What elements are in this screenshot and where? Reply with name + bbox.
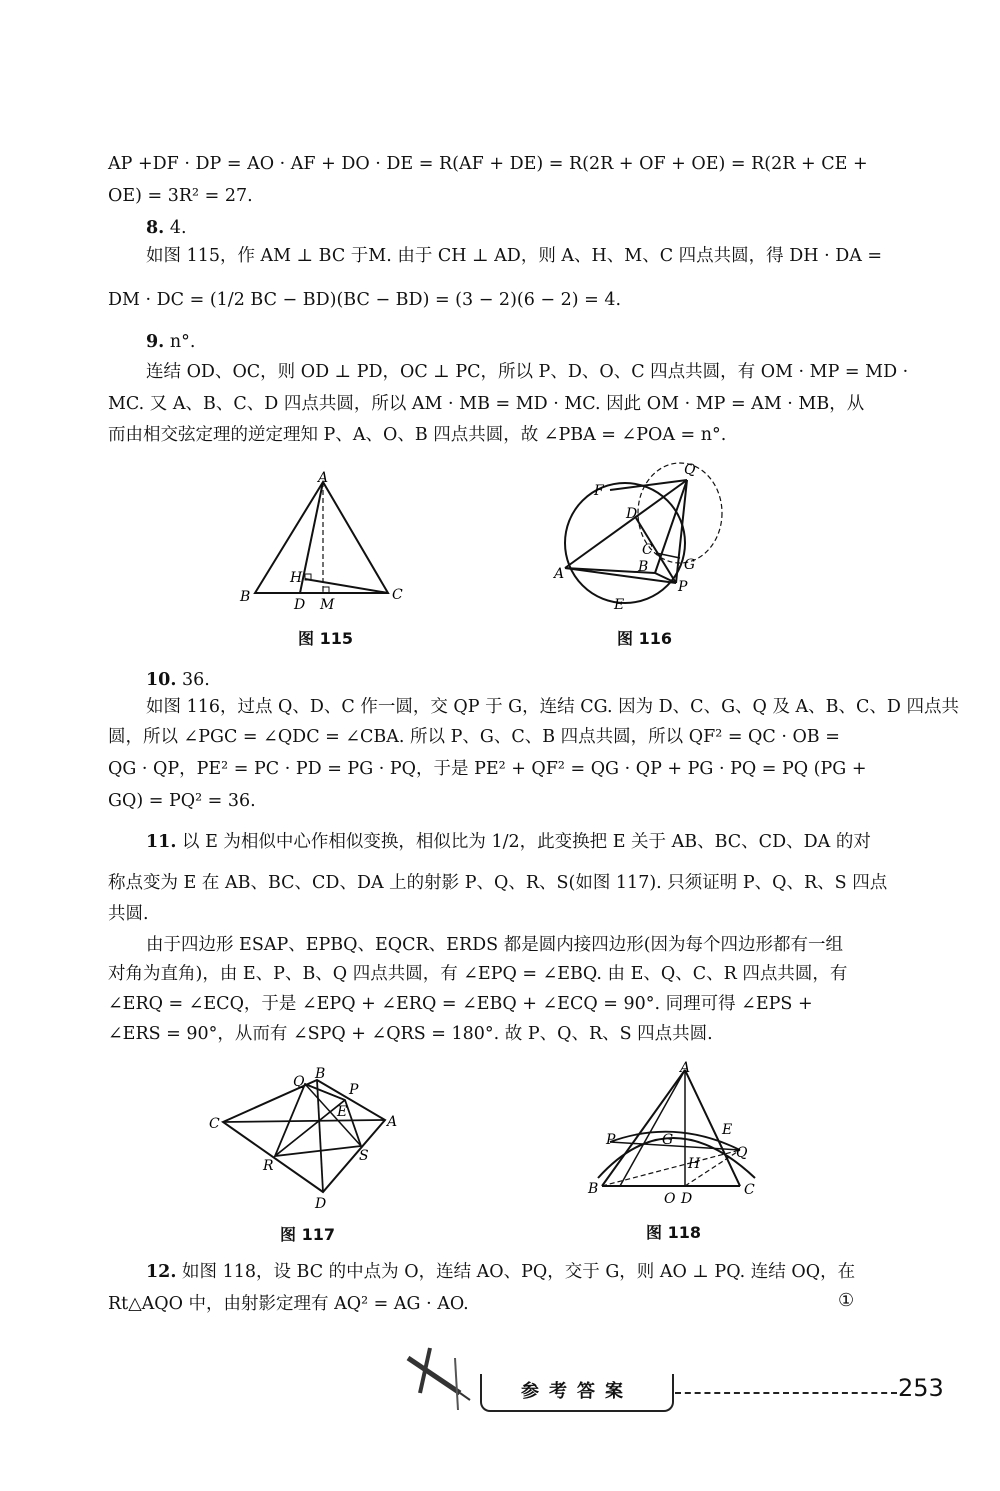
item-number: 12. <box>146 1262 177 1282</box>
text-line: 如图 115，作 AM ⊥ BC 于M. 由于 CH ⊥ AD，则 A、H、M、C 四点共圆，得 DH · DA = <box>146 246 883 266</box>
point-label: H <box>688 1156 701 1172</box>
answer-10 <box>146 668 906 692</box>
point-label: C <box>744 1182 755 1198</box>
point-label: A <box>318 470 329 486</box>
text-line: 对角为直角)，由 E、P、B、Q 四点共圆，有 ∠EPQ = ∠EBQ. 由 E、Q、C、R 四点共圆，有 <box>108 964 848 984</box>
point-label: D <box>315 1196 327 1212</box>
point-label: S <box>359 1148 369 1164</box>
text-line: ∠ERS = 90°，从而有 ∠SPQ + ∠QRS = 180°. 故 P、Q、R、S 四点共圆. <box>108 1024 713 1044</box>
point-label: M <box>320 597 335 613</box>
text-line: 圆，所以 ∠PGC = ∠QDC = ∠CBA. 所以 P、G、C、B 四点共圆，所以 QF² = QC · OB = <box>108 727 840 747</box>
answer-text: 36. <box>176 670 210 690</box>
figure-caption: 图 115 <box>298 629 353 648</box>
answer-text: 以 E 为相似中心作相似变换，相似比为 1/2，此变换把 E 关于 AB、BC、CD、DA 的对 <box>176 832 871 852</box>
answer-11 <box>146 830 906 854</box>
point-label: A <box>387 1114 398 1130</box>
point-label: F <box>594 483 604 499</box>
text-line: QG · QP，PE² = PC · PD = PG · PQ，于是 PE² + QF² = QG · QP + PG · PQ = PQ (PG + <box>108 759 867 779</box>
text-line: Rt△AQO 中，由射影定理有 AQ² = AG · AO. <box>108 1294 469 1314</box>
text-line: 称点变为 E 在 AB、BC、CD、DA 上的射影 P、Q、R、S(如图 117). 只须证明 P、Q、R、S 四点 <box>108 873 888 893</box>
point-label: H <box>290 570 303 586</box>
text-line: 而由相交弦定理的逆定理知 P、A、O、B 四点共圆，故 ∠PBA = ∠POA = n°. <box>108 425 727 445</box>
point-label: A <box>554 566 565 582</box>
point-label: C <box>642 542 653 558</box>
answer-text: 如图 118，设 BC 的中点为 O，连结 AO、PQ，交于 G，则 AO ⊥ PQ. 连结 OQ，在 <box>176 1262 856 1282</box>
text-line: 连结 OD、OC，则 OD ⊥ PD，OC ⊥ PC，所以 P、D、O、C 四点共圆，有 OM · MP = MD · <box>146 362 909 382</box>
text-line: DM · DC = (1/2 BC − BD)(BC − BD) = (3 − 2)(6 − 2) = 4. <box>108 290 622 310</box>
point-label: A <box>680 1060 691 1076</box>
point-label: G <box>662 1132 674 1148</box>
text-line: 共圆. <box>108 904 149 924</box>
text-line: MC. 又 A、B、C、D 四点共圆，所以 AM · MB = MD · MC. 因此 OM · MP = AM · MB，从 <box>108 394 865 414</box>
point-label: E <box>614 597 625 613</box>
item-number: 11. <box>146 832 177 852</box>
point-label: E <box>722 1122 733 1138</box>
divider <box>675 1392 897 1394</box>
answer-9 <box>146 330 906 354</box>
section-title: 参考答案 <box>480 1374 674 1412</box>
answer-text: n°. <box>164 332 196 352</box>
text-line: GQ) = PQ² = 36. <box>108 791 256 811</box>
point-label: B <box>638 559 649 575</box>
pen-ornament-icon <box>400 1338 480 1418</box>
figure-caption: 图 116 <box>617 629 672 648</box>
point-label: B <box>240 589 251 605</box>
figure-116 <box>550 458 740 618</box>
point-label: G <box>684 557 696 573</box>
figure-115 <box>230 470 420 620</box>
answer-text: 4. <box>164 218 187 238</box>
point-label: D <box>294 597 306 613</box>
point-label: C <box>392 587 403 603</box>
text-line: 如图 116，过点 Q、D、C 作一圆，交 QP 于 G，连结 CG. 因为 D、C、G、Q 及 A、B、C、D 四点共 <box>146 697 959 717</box>
figure-caption: 图 117 <box>280 1225 335 1244</box>
point-label: B <box>315 1066 326 1082</box>
point-label: P <box>349 1082 359 1098</box>
answer-12 <box>146 1260 906 1284</box>
point-label: P <box>606 1132 616 1148</box>
item-number: 8. <box>146 218 165 238</box>
point-label: R <box>263 1158 274 1174</box>
page-number: 253 <box>898 1374 944 1402</box>
figure-118 <box>580 1058 770 1208</box>
text-line: OE) = 3R² = 27. <box>108 186 253 206</box>
text-line: ∠ERQ = ∠ECQ，于是 ∠EPQ + ∠ERQ = ∠EBQ + ∠ECQ = 90°. 同理可得 ∠EPS + <box>108 994 813 1014</box>
text-line: AP +DF · DP = AO · AF + DO · DE = R(AF + DE) = R(2R + OF + OE) = R(2R + CE + <box>108 154 868 174</box>
point-label: C <box>209 1116 220 1132</box>
answer-8 <box>146 216 906 240</box>
figure-117 <box>205 1062 405 1212</box>
text-line: 由于四边形 ESAP、EPBQ、EQCR、ERDS 都是圆内接四边形(因为每个四边形都有一组 <box>146 935 844 955</box>
item-number: 9. <box>146 332 165 352</box>
point-label: Q <box>293 1074 305 1090</box>
point-label: Q <box>736 1145 748 1161</box>
point-label: D <box>681 1191 693 1207</box>
point-label: Q <box>684 462 696 478</box>
point-label: P <box>678 579 688 595</box>
item-number: 10. <box>146 670 177 690</box>
point-label: O <box>664 1191 676 1207</box>
point-label: E <box>337 1104 348 1120</box>
point-label: D <box>626 506 638 522</box>
point-label: B <box>588 1181 599 1197</box>
equation-marker: ① <box>838 1290 855 1311</box>
figure-caption: 图 118 <box>646 1223 701 1242</box>
